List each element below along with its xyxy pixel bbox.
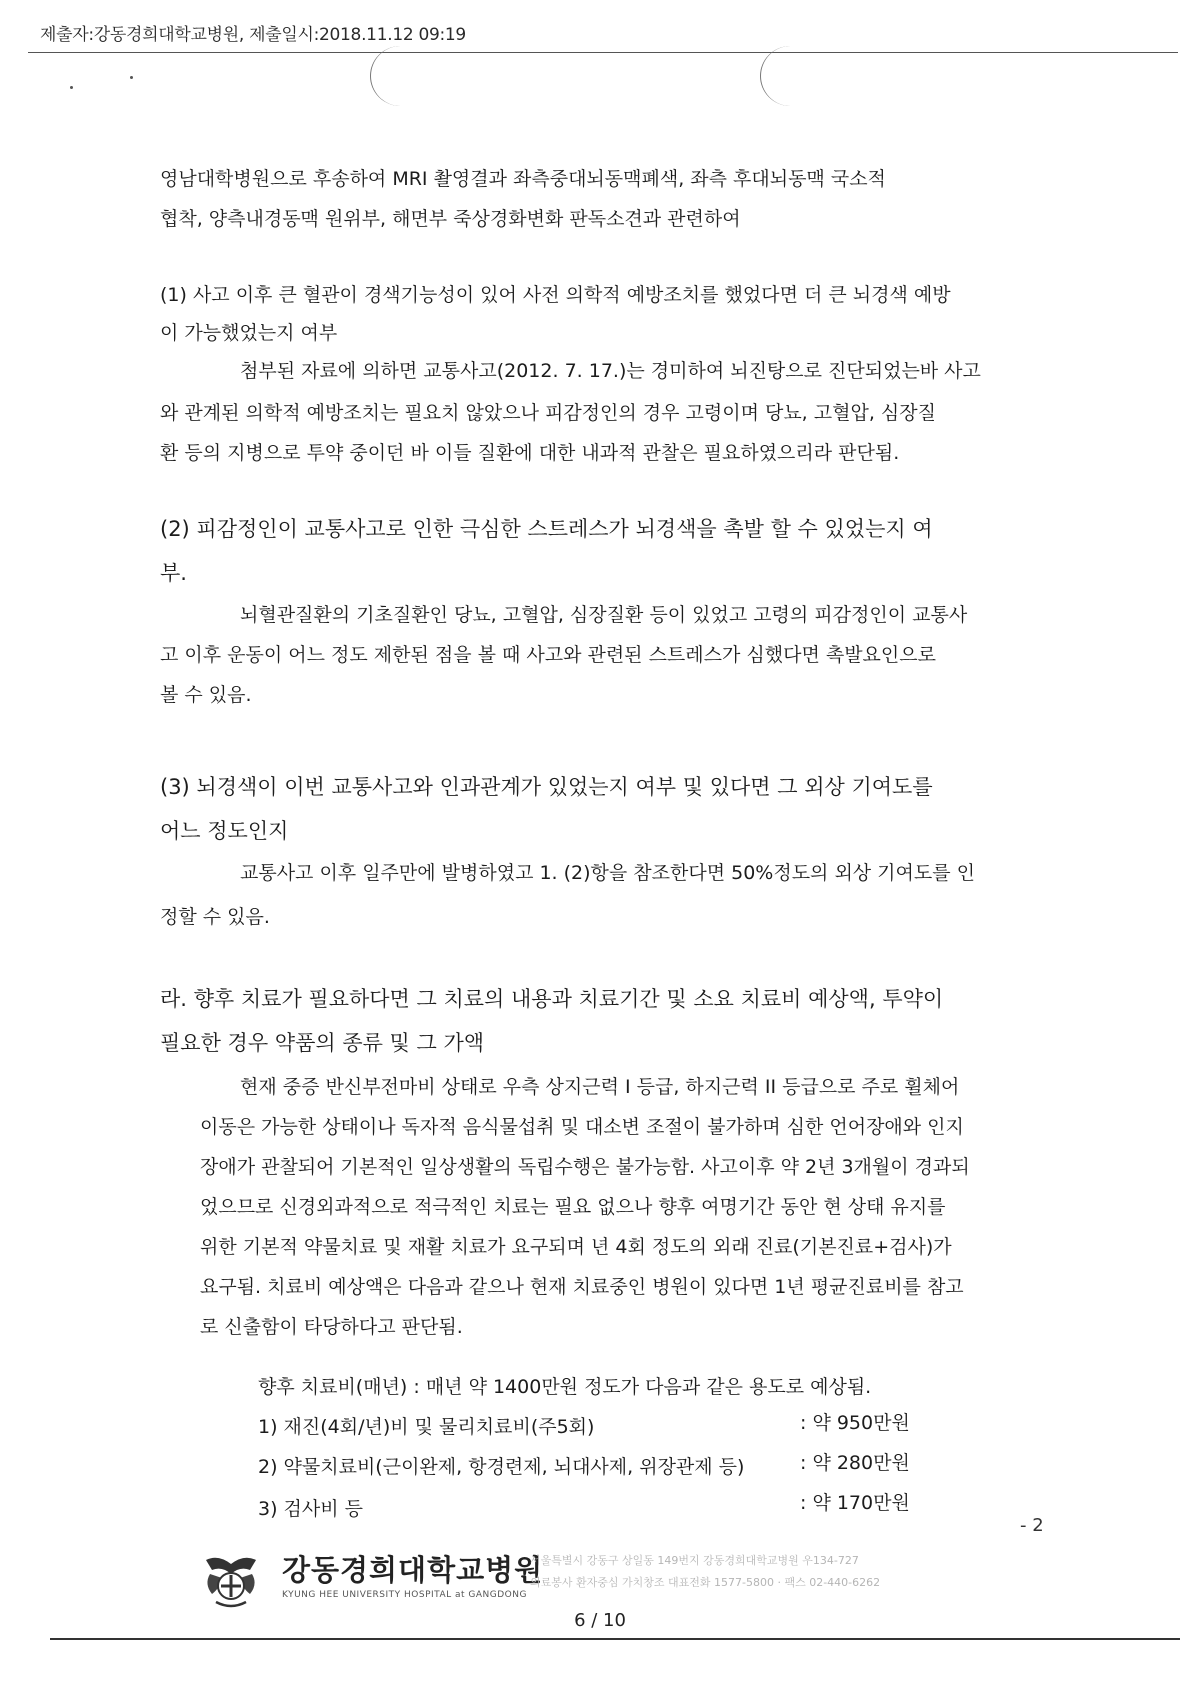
answer-line: 장애가 관찰되어 기본적인 일상생활의 독립수행은 불가능함. 사고이후 약 2년 3개월이 경과되: [200, 1156, 970, 1178]
question-line: (3) 뇌경색이 이번 교통사고와 인과관계가 있었는지 여부 및 있다면 그 외상 기여도를: [160, 775, 933, 799]
question-line: (1) 사고 이후 큰 혈관이 경색기능성이 있어 사전 의학적 예방조치를 했었다면 더 큰 뇌경색 예방: [160, 284, 951, 306]
address-line: 의료봉사 환자중심 가치창조 대표전화 1577-5800 · 팩스 02-440-6262: [530, 1576, 881, 1589]
question-line: 어느 정도인지: [160, 819, 289, 843]
answer-line: 로 신출함이 타당하다고 판단됨.: [200, 1316, 463, 1338]
text-line: 영남대학병원으로 후송하여 MRI 촬영결과 좌측중대뇌동맥폐색, 좌측 후대뇌동맥 국소적: [160, 168, 886, 190]
cost-item-label: 3) 검사비 등: [258, 1498, 363, 1520]
answer-line: 첨부된 자료에 의하면 교통사고(2012. 7. 17.)는 경미하여 뇌진탕으로 진단되었는바 사고: [240, 360, 981, 382]
scan-speck: [130, 76, 133, 79]
answer-line: 고 이후 운동이 어느 정도 제한된 점을 볼 때 사고와 관련된 스트레스가 심했다면 촉발요인으로: [160, 644, 936, 666]
answer-line: 볼 수 있음.: [160, 684, 252, 706]
answer-line: 이동은 가능한 상태이나 독자적 음식물섭취 및 대소변 조절이 불가하며 심한 언어장애와 인지: [200, 1116, 964, 1138]
answer-line: 현재 중증 반신부전마비 상태로 우측 상지근력 I 등급, 하지근력 II 등급으로 주로 휠체어: [240, 1076, 960, 1098]
submission-stamp: 제출자:강동경희대학교병원, 제출일시:2018.11.12 09:19: [40, 25, 466, 45]
cost-item-value: : 약 950만원: [800, 1412, 910, 1434]
cost-item-value: : 약 170만원: [800, 1492, 910, 1514]
answer-line: 교통사고 이후 일주만에 발병하였고 1. (2)항을 참조한다면 50%정도의 외상 기여도를 인: [240, 862, 975, 884]
hospital-name: 강동경희대학교병원: [282, 1553, 544, 1587]
answer-line: 와 관계된 의학적 예방조치는 필요치 않았으나 피감정인의 경우 고령이며 당뇨, 고혈압, 심장질: [160, 402, 936, 424]
answer-line: 위한 기본적 약물치료 및 재활 치료가 요구되며 년 4회 정도의 외래 진료(기본진료+검사)가: [200, 1236, 952, 1258]
punch-hole-mark: [370, 46, 431, 106]
header-divider: [28, 52, 1178, 53]
question-line: 필요한 경우 약품의 종류 및 그 가액: [160, 1031, 485, 1055]
cost-intro: 향후 치료비(매년) : 매년 약 1400만원 정도가 다음과 같은 용도로 예상됨.: [258, 1376, 872, 1398]
answer-line: 환 등의 지병으로 투약 중이던 바 이들 질환에 대한 내과적 관찰은 필요하였으리라 판단됨.: [160, 442, 900, 464]
question-line: (2) 피감정인이 교통사고로 인한 극심한 스트레스가 뇌경색을 촉발 할 수 있었는지 여: [160, 517, 933, 541]
punch-hole-mark: [760, 46, 821, 106]
hospital-emblem-icon: [200, 1550, 262, 1612]
answer-line: 었으므로 신경외과적으로 적극적인 치료는 필요 없으나 향후 여명기간 동안 현 상태 유지를: [200, 1196, 946, 1218]
hospital-address: [530, 1550, 880, 1594]
page-counter: 6 / 10: [574, 1610, 626, 1631]
cost-item-value: : 약 280만원: [800, 1452, 910, 1474]
answer-line: 정할 수 있음.: [160, 906, 270, 928]
text-line: 협착, 양측내경동맥 원위부, 해면부 죽상경화변화 판독소견과 관련하여: [160, 208, 741, 230]
page-mark: - 2: [1020, 1515, 1044, 1536]
cost-item-label: 2) 약물치료비(근이완제, 항경련제, 뇌대사제, 위장관제 등): [258, 1456, 745, 1478]
address-line: 서울특별시 강동구 상일동 149번지 강동경희대학교병원 우134-727: [530, 1554, 859, 1567]
question-line: 이 가능했었는지 여부: [160, 322, 338, 344]
cost-item-label: 1) 재진(4회/년)비 및 물리치료비(주5회): [258, 1416, 595, 1438]
answer-line: 요구됨. 치료비 예상액은 다음과 같으나 현재 치료중인 병원이 있다면 1년 평균진료비를 참고: [200, 1276, 964, 1298]
scan-speck: [70, 86, 73, 89]
hospital-english-name: KYUNG HEE UNIVERSITY HOSPITAL at GANGDONG: [282, 1590, 527, 1600]
footer-divider: [50, 1638, 1180, 1640]
question-line: 부.: [160, 561, 187, 585]
question-line: 라. 향후 치료가 필요하다면 그 치료의 내용과 치료기간 및 소요 치료비 예상액, 투약이: [160, 987, 944, 1011]
answer-line: 뇌혈관질환의 기초질환인 당뇨, 고혈압, 심장질환 등이 있었고 고령의 피감정인이 교통사: [240, 604, 968, 626]
